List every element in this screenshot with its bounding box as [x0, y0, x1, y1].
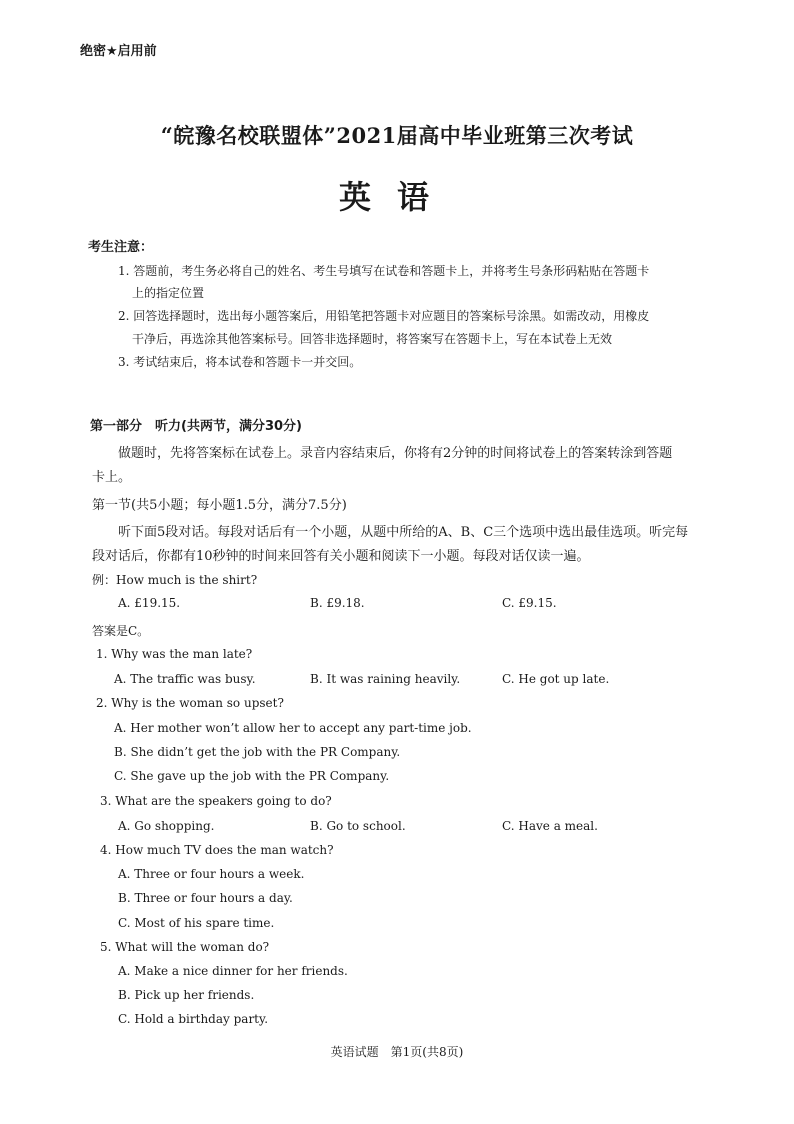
q3-option-b: B. Go to school. — [310, 819, 406, 833]
note-item: 上的指定位置 — [132, 286, 205, 300]
example-question: 例：How much is the shirt? — [92, 573, 258, 587]
question-3: 3. What are the speakers going to do? — [100, 794, 332, 808]
q1-option-b: B. It was raining heavily. — [310, 672, 461, 686]
part1-title: 第一部分 听力(共两节，满分30分) — [90, 419, 302, 434]
q1-option-c: C. He got up late. — [502, 672, 610, 686]
example-answer: 答案是C。 — [92, 624, 150, 638]
question-2: 2. Why is the woman so upset? — [96, 696, 284, 710]
question-5: 5. What will the woman do? — [100, 940, 270, 954]
q5-option-a: A. Make a nice dinner for her friends. — [118, 964, 348, 978]
section1-instruction-cont: 段对话后，你都有10秒钟的时间来回答有关小题和阅读下一小题。每段对话仅读一遍。 — [92, 549, 590, 564]
question-1: 1. Why was the man late? — [96, 647, 253, 661]
note-item: 1. 答题前，考生务必将自己的姓名、考生号填写在试卷和答题卡上，并将考生号条形码粘贴在答题卡 — [118, 264, 650, 278]
question-4: 4. How much TV does the man watch? — [100, 843, 334, 857]
q2-option-b: B. She didn’t get the job with the PR Company. — [114, 745, 401, 759]
note-item: 2. 回答选择题时，选出每小题答案后，用铅笔把答题卡对应题目的答案标号涂黑。如需改动，用橡皮 — [118, 309, 650, 323]
page-footer: 英语试题 第1页(共8页) — [330, 1045, 464, 1059]
q4-option-b: B. Three or four hours a day. — [118, 891, 293, 905]
q5-option-b: B. Pick up her friends. — [118, 988, 255, 1002]
q2-option-c: C. She gave up the job with the PR Company. — [114, 769, 390, 783]
part1-instruction-cont: 卡上。 — [92, 470, 132, 485]
example-option-a: A. £19.15. — [118, 596, 181, 610]
q3-option-c: C. Have a meal. — [502, 819, 598, 833]
note-item: 3. 考试结束后，将本试卷和答题卡一并交回。 — [118, 355, 362, 369]
example-option-c: C. £9.15. — [502, 596, 557, 610]
part1-instruction: 做题时，先将答案标在试卷上。录音内容结束后，你将有2分钟的时间将试卷上的答案转涂到答题 — [118, 446, 673, 461]
q3-option-a: A. Go shopping. — [118, 819, 215, 833]
note-item: 干净后，再选涂其他答案标号。回答非选择题时，将答案写在答题卡上，写在本试卷上无效 — [132, 332, 613, 346]
q1-option-a: A. The traffic was busy. — [114, 672, 256, 686]
notes-heading: 考生注意： — [88, 240, 154, 255]
q5-option-c: C. Hold a birthday party. — [118, 1012, 269, 1026]
q2-option-a: A. Her mother won’t allow her to accept any part-time job. — [114, 721, 472, 735]
section1-title: 第一节(共5小题；每小题1.5分，满分7.5分) — [92, 498, 347, 513]
exam-title: “皖豫名校联盟体”2021届高中毕业班第三次考试 — [160, 123, 634, 148]
section1-instruction: 听下面5段对话。每段对话后有一个小题，从题中所给的A、B、C三个选项中选出最佳选项。听完每 — [118, 525, 689, 540]
example-option-b: B. £9.18. — [310, 596, 365, 610]
q4-option-a: A. Three or four hours a week. — [118, 867, 305, 881]
subject-title: 英语 — [338, 178, 455, 216]
q4-option-c: C. Most of his spare time. — [118, 916, 275, 930]
confidential-label: 绝密★启用前 — [80, 44, 157, 59]
